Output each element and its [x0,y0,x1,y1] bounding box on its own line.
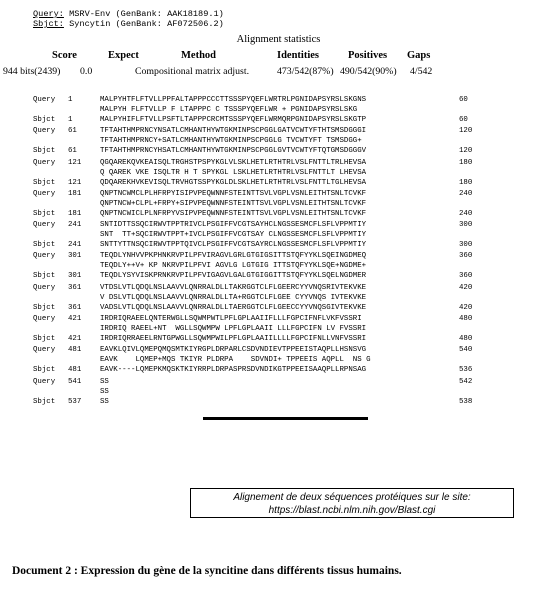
alignment-row-4 [33,220,553,251]
query-line-pos: 541 [68,377,82,386]
sbjct-id: Syncytin (GenBank: AF072506.2) [63,19,224,29]
match-line [33,199,553,209]
stats-header-2: Method [181,50,216,61]
alignment-row-2 [33,158,553,189]
sbjct-line [33,334,553,344]
query-line-seq: VTDSLVTLQDQLNSLAAVVLQNRRALDLLTAKRGGTCLFLGEERCYYVNQSRIVTEKVKE [100,283,367,292]
match-line [33,293,553,303]
sbjct-line-seq: SNTTYTTNSQCIRWVTPPTQIVCLPSGIFFVCGTSAYRCLNGSSESMCFLSFLVPPMTIY [100,241,367,250]
stats-header-0: Score [52,50,77,61]
query-line-lab: Query [33,283,56,292]
query-line-end: 300 [459,221,473,230]
sbjct-line-lab: Sbjct [33,147,56,156]
sbjct-line-seq: TEQDLYSYVISKPRNKRVPILPFVIGAGVLGALGTGIGGITTSTQFYYKLSQELNGDMER [100,272,367,281]
sbjct-line-pos: 181 [68,209,82,218]
query-line-lab: Query [33,127,56,136]
query-line [33,126,553,136]
query-line-seq: TEQDLYNHVVPKPHNKRVPILPFVIRAGVLGRLGTGIGSITTSTQFYYKLSQEINGDMEQ [100,252,367,261]
sbjct-line [33,397,553,407]
stats-value-2: Compositional matrix adjust. [135,66,250,77]
match-line-seq: SNT TT+SQCIRWVTPPT+IVCLPSGIFFVCGTSAY CLNGSSESMCFLSFLVPPMTIY [100,231,367,240]
sbjct-line-seq: MALPYHIFLFTVLLPSFTLTAPPPCRCMTSSSPYQEFLWRMQRPGNIDAPSYRSLSKGTP [100,116,367,124]
stats-header-5: Gaps [407,50,431,61]
sbjct-line [33,365,553,375]
query-line-end: 180 [459,158,473,167]
sbjct-line-lab: Sbjct [33,209,56,218]
match-line-seq: V DSLVTLQDQLNSLAAVVLQNRRALDLLTA+RGGTCLFLGEE CYYVNQS IVTEKVKE [100,293,367,302]
query-id: MSRV-Env (GenBank: AAK18189.1) [63,9,224,19]
query-line-seq: TFTAHTHMPRNCYNSATLCMHANTHYWTGKMINPSCPGGLGATVCWTYFTHTSMSDGGGI [100,127,367,136]
sbjct-line-end: 420 [459,303,473,312]
sbjct-line-seq: SS [100,397,109,406]
sbjct-line-seq: EAVK----LQMEPKMQSKTKIYRRPLDRPASPRSDVNDIKGTPPEEISAAQPLLRPNSAG [100,366,367,375]
match-line [33,261,553,271]
query-line [33,377,553,387]
alignment-row-0 [33,95,553,126]
query-line-end: 480 [459,315,473,324]
stats-value-3: 473/542(87%) [277,66,334,77]
match-line [33,387,553,397]
sbjct-line [33,209,553,219]
sbjct-line-pos: 481 [68,366,82,375]
alignment-row-5 [33,251,553,282]
sbjct-line-pos: 1 [68,116,73,124]
alignment-row-1 [33,126,553,157]
sbjct-line-lab: Sbjct [33,178,56,187]
query-line-pos: 241 [68,221,82,230]
query-line-lab: Query [33,377,56,386]
query-line-end: 540 [459,346,473,355]
sbjct-line-pos: 241 [68,241,82,250]
sbjct-line-end: 538 [459,397,473,406]
query-line-pos: 421 [68,315,82,324]
match-line [33,355,553,365]
sbjct-label: Sbjct: [33,19,64,29]
sbjct-line-lab: Sbjct [33,116,56,124]
match-line-seq: MALPYH FLFTVLLP F LTAPPPC C TSSSPYQEFLWR + PGNIDAPSYRSLSKG [100,106,358,114]
query-line [33,314,553,324]
sbjct-line-end: 360 [459,272,473,281]
query-line-seq: QGQAREKQVKEAISQLTRGHSTPSPYKGLVLSKLHETLRTHTRLVSLFNTTLTRLHEVSA [100,158,367,167]
document-title: Document 2 : Expression du gène de la syncitine dans différents tissus humains. [12,565,402,577]
query-line-seq: EAVKLQIVLQMEPQMQSMTKIYRGPLDRPARLCSDVNDIEVTPPEEISTAQPLLHSNSVG [100,346,367,355]
sbjct-line [33,115,553,125]
sbjct-line-seq: QDQAREKHVKEVISQLTRVHGTSSPYKGLDLSKLHETLRTHTRLVSLFNTTLTGLHEVSA [100,178,367,187]
sbjct-line-lab: Sbjct [33,303,56,312]
sbjct-line-end: 120 [459,147,473,156]
sbjct-line-seq: TFTAHTHMPRNCYHSATLCMHANTHYWTGKMINPSCPGGLGVTVCWTYFTQTGMSDGGGV [100,147,367,156]
query-line-pos: 121 [68,158,82,167]
sbjct-line-seq: QNPTNCWICLPLNFRPYVSIPVPEQWNNFSTEINTTSVLVGPLVSNLEITHTSNLTCVKF [100,209,367,218]
sbjct-line-pos: 361 [68,303,82,312]
stats-header-3: Identities [277,50,319,61]
query-line [33,158,553,168]
query-line-pos: 301 [68,252,82,261]
match-line [33,136,553,146]
query-line-seq: QNPTNCWMCLPLHFRPYISIPVPEQWNNFSTEINTTSVLVGPLVSNLEITHTSNLTCVKF [100,189,367,198]
query-line-end: 420 [459,283,473,292]
transmembrane-underline [203,417,368,420]
query-line-lab: Query [33,158,56,167]
match-line-seq: SS [100,387,109,396]
alignment-block [33,95,553,408]
query-line [33,283,553,293]
stats-header-4: Positives [348,50,388,61]
match-line [33,105,553,115]
sbjct-line-pos: 121 [68,178,82,187]
query-line-pos: 361 [68,283,82,292]
query-label: Query: [33,9,64,19]
sbjct-line-pos: 421 [68,335,82,344]
query-line-lab: Query [33,315,56,324]
query-line-end: 60 [459,96,468,104]
stats-value-0: 944 bits(2439) [3,66,61,77]
alignment-row-6 [33,283,553,314]
sbjct-line-lab: Sbjct [33,241,56,250]
sbjct-line [33,240,553,250]
query-line [33,345,553,355]
sequence-header [33,9,224,29]
query-line-pos: 481 [68,346,82,355]
sbjct-line-pos: 301 [68,272,82,281]
query-line-lab: Query [33,346,56,355]
sbjct-line-lab: Sbjct [33,366,56,375]
query-line-seq: MALPYHTFLFTVLLPPFALTAPPPCCCTTSSSPYQEFLWRTRLPGNIDAPSYRSLSKGNS [100,96,367,104]
stats-header-row [0,50,557,63]
sbjct-line-lab: Sbjct [33,335,56,344]
query-line-lab: Query [33,189,56,198]
query-line-pos: 1 [68,96,73,104]
query-line-seq: IRDRIQRAEELQNTERWGLLSQWMPWTLPFLGPLAAIIFLLLFGPCIFNFLVKFVSSRI [100,315,362,324]
caption-line-1: Alignement de deux séquences protéiques sur le site: [233,492,471,503]
alignment-row-7 [33,314,553,345]
sbjct-line-pos: 61 [68,147,77,156]
stats-value-1: 0.0 [80,66,93,77]
sbjct-line-end: 60 [459,116,468,124]
sbjct-line [33,271,553,281]
sbjct-line-end: 180 [459,178,473,187]
query-line-lab: Query [33,96,56,104]
match-line-seq: Q QAREK VKE ISQLTR H T SPYKGL LSKLHETLRTHTRLVSLFNTTLT LHEVSA [100,168,367,177]
sbjct-line-end: 480 [459,335,473,344]
sbjct-line-pos: 537 [68,397,82,406]
query-line-lab: Query [33,252,56,261]
match-line-seq: QNPTNCW+CLPL+FRPY+SIPVPEQWNNFSTEINTTSVLVGPLVSNLEITHTSNLTCVKF [100,199,367,208]
alignment-row-8 [33,345,553,376]
query-line [33,189,553,199]
sbjct-line [33,303,553,313]
query-line-pos: 61 [68,127,77,136]
match-line-seq: EAVK LQMEP+MQS TKIYR PLDRPA SDVNDI+ TPPEEIS AQPLL NS G [100,356,371,365]
stats-header-1: Expect [108,50,139,61]
query-line-end: 120 [459,127,473,136]
alignment-row-9 [33,377,553,408]
query-line-end: 542 [459,377,473,386]
sbjct-line-end: 240 [459,209,473,218]
query-line-pos: 181 [68,189,82,198]
sbjct-line-lab: Sbjct [33,272,56,281]
query-line [33,251,553,261]
query-line-seq: SNTIDTTSSQCIRWVTPPTRIVCLPSGIFFVCGTSAYHCLNGSSESMCFLSFLVPPMTIY [100,221,367,230]
sbjct-line-seq: VADSLVTLQDQLNSLAAVVLQNRRALDLLTAERGGTCLFLGEECCYYVNQSGIVTEKVKE [100,303,367,312]
stats-title: Alignment statistics [236,34,321,45]
query-line [33,220,553,230]
stats-value-5: 4/542 [410,66,433,77]
match-line [33,168,553,178]
match-line-seq: TFTAHTHMPRNCY+SATLCMHANTHYWTGKMINPSCPGGLG TVCWTYFT TSMSDGG+ [100,137,362,146]
query-line [33,95,553,105]
sbjct-line [33,146,553,156]
sbjct-line-seq: IRDRIQRRAEELRNTGPWGLLSQWMPWILPFLGPLAAIILLLLFGPCIFNLLVNFVSSRI [100,335,367,344]
sbjct-line-lab: Sbjct [33,397,56,406]
alignment-row-3 [33,189,553,220]
match-line-seq: IRDRIQ RAEEL+NT WGLLSQWMPW LPFLGPLAAII LLLFGPCIFN LV FVSSRI [100,325,367,334]
caption-box [190,488,514,518]
match-line-seq: TEQDLY++V+ KP NKRVPILPFVI AGVLG LGTGIG ITTSTQFYYKLSQE+NGDME+ [100,262,367,271]
query-line-end: 240 [459,189,473,198]
match-line [33,230,553,240]
stats-value-4: 490/542(90%) [340,66,397,77]
sbjct-line-end: 536 [459,366,473,375]
stats-values-row [0,66,557,79]
caption-link[interactable]: https://blast.ncbi.nlm.nih.gov/Blast.cgi [268,505,436,516]
query-line-lab: Query [33,221,56,230]
match-line [33,324,553,334]
sbjct-line-end: 300 [459,241,473,250]
sbjct-line [33,178,553,188]
query-line-end: 360 [459,252,473,261]
query-line-seq: SS [100,377,109,386]
